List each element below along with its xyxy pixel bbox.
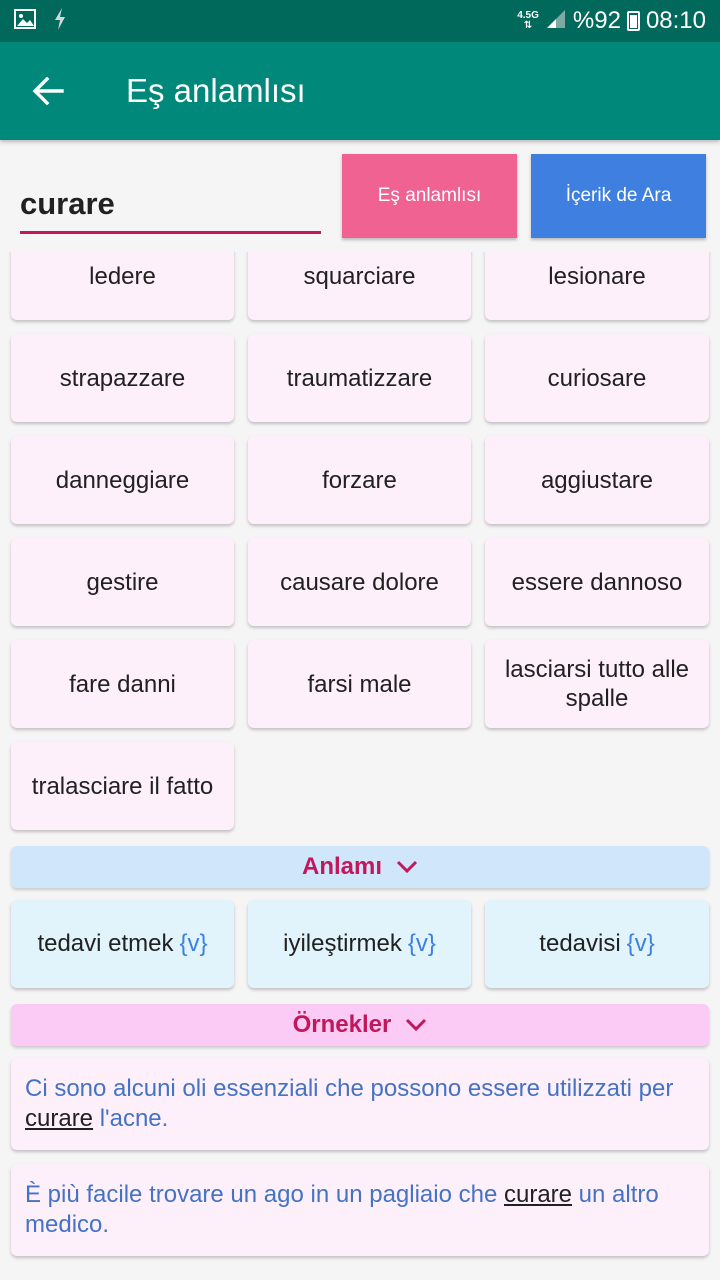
part-of-speech: {v} — [407, 930, 436, 957]
synonym-card[interactable]: danneggiare — [11, 436, 234, 524]
synonym-card[interactable]: tralasciare il fatto — [11, 742, 234, 830]
chevron-down-icon — [405, 1018, 427, 1032]
meaning-text: iyileştirmek — [283, 930, 402, 957]
app-bar — [0, 42, 720, 140]
meaning-section-title: Anlamı — [301, 853, 382, 880]
meaning-card[interactable] — [248, 900, 471, 988]
synonym-card[interactable]: squarciare — [248, 252, 471, 320]
examples-section-title: Örnekler — [292, 1011, 392, 1038]
example-text: un altro medico. — [25, 1181, 659, 1238]
charging-icon — [54, 8, 66, 35]
synonym-card[interactable]: aggiustare — [485, 436, 709, 524]
example-keyword: curare — [503, 1181, 573, 1208]
example-keyword: curare — [25, 1105, 94, 1132]
synonym-card[interactable]: lesionare — [485, 252, 709, 320]
battery-icon — [627, 11, 640, 31]
part-of-speech: {v} — [626, 930, 655, 957]
signal-icon — [545, 7, 567, 35]
synonym-card[interactable]: ledere — [11, 252, 234, 320]
synonym-card[interactable]: lasciarsi tutto alle spalle — [485, 640, 709, 728]
results-scroll-area[interactable] — [0, 252, 720, 1280]
meaning-card[interactable] — [485, 900, 709, 988]
synonym-card[interactable]: forzare — [248, 436, 471, 524]
search-input[interactable] — [20, 170, 321, 231]
example-text: l'acne. — [93, 1105, 169, 1132]
meaning-grid — [11, 900, 709, 988]
meaning-card[interactable] — [11, 900, 234, 988]
example-text: È più facile trovare un ago in un pagliaio che — [25, 1181, 504, 1208]
arrow-back-icon — [32, 77, 64, 105]
synonym-grid — [11, 252, 709, 830]
synonym-card[interactable]: fare danni — [11, 640, 234, 728]
image-notification-icon — [14, 9, 36, 34]
synonym-card[interactable]: farsi male — [248, 640, 471, 728]
back-button[interactable] — [0, 42, 96, 140]
search-row — [0, 140, 720, 252]
page-title: Eş anlamlısı — [126, 72, 306, 109]
synonym-card[interactable]: strapazzare — [11, 334, 234, 422]
synonym-card[interactable]: gestire — [11, 538, 234, 626]
example-text: Ci sono alcuni oli essenziali che possono essere utilizzati per — [25, 1075, 674, 1102]
network-type: 4.5G ⇅ — [517, 10, 539, 31]
meaning-text: tedavi etmek — [37, 930, 174, 957]
synonym-card[interactable]: causare dolore — [248, 538, 471, 626]
meaning-text: tedavisi — [539, 930, 621, 957]
synonym-card[interactable]: curiosare — [485, 334, 709, 422]
example-sentence-card[interactable] — [11, 1058, 709, 1150]
content-search-button[interactable]: İçerik de Ara — [531, 154, 706, 238]
search-field-wrapper — [20, 170, 321, 234]
example-sentence-card[interactable] — [11, 1164, 709, 1256]
meaning-section-toggle[interactable] — [11, 846, 709, 888]
battery-percent: %92 — [572, 7, 621, 34]
examples-section-toggle[interactable] — [11, 1004, 709, 1046]
clock: 08:10 — [645, 7, 706, 34]
status-bar — [0, 0, 720, 42]
synonym-search-button[interactable]: Eş anlamlısı — [342, 154, 517, 238]
part-of-speech: {v} — [179, 930, 208, 957]
synonym-card[interactable]: traumatizzare — [248, 334, 471, 422]
synonym-card[interactable]: essere dannoso — [485, 538, 709, 626]
chevron-down-icon — [396, 860, 418, 874]
